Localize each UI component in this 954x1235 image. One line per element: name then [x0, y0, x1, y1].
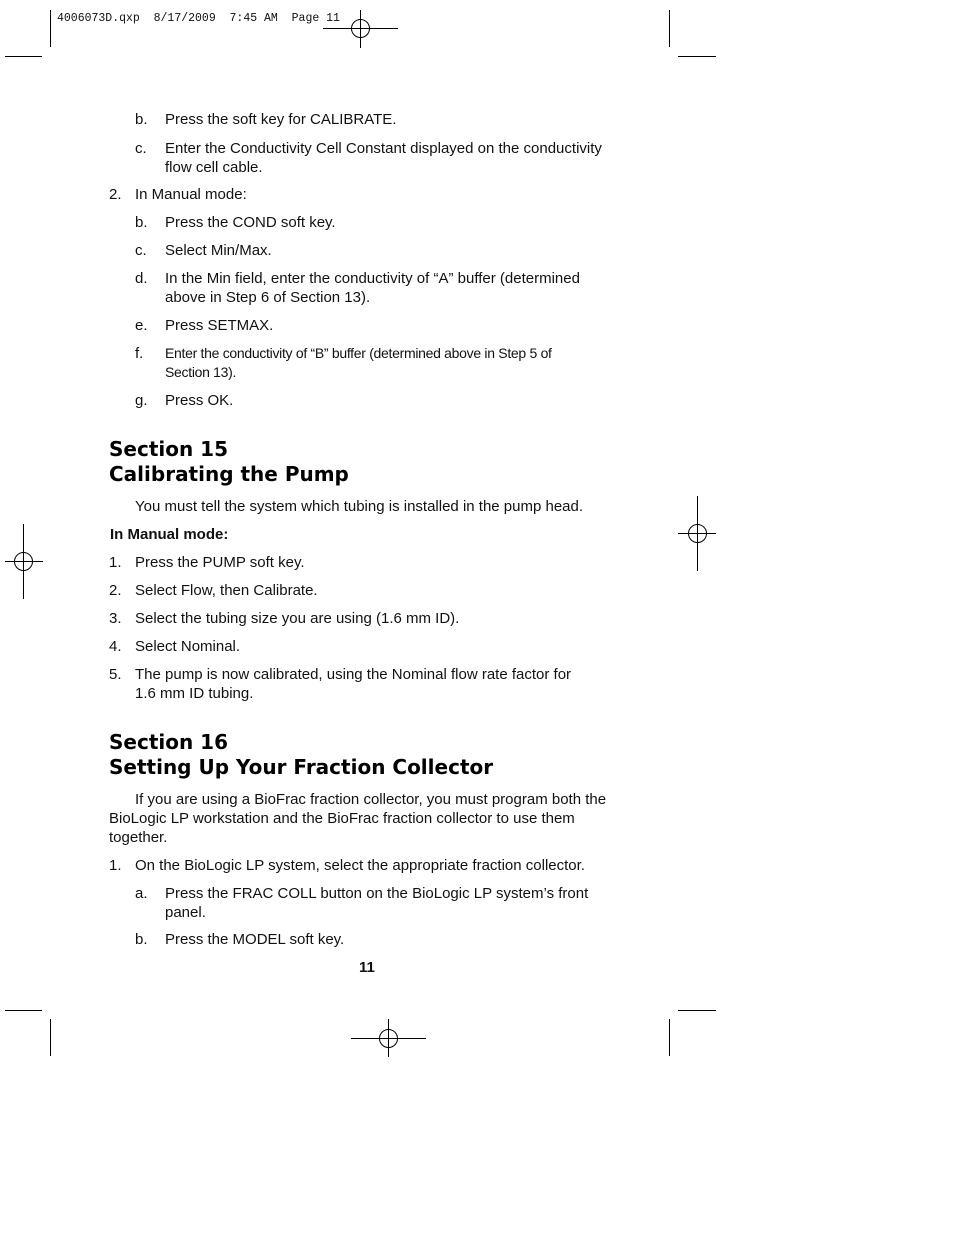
- list-item-text: Select Min/Max.: [165, 242, 272, 259]
- step-label: 4.: [109, 638, 122, 655]
- list-item-text: Press the MODEL soft key.: [165, 931, 345, 948]
- list-item-text: Press the COND soft key.: [165, 214, 336, 231]
- step-text: On the BioLogic LP system, select the appropriate fraction collector.: [135, 857, 585, 874]
- list-item-label: d.: [135, 270, 148, 287]
- list-item-label: b.: [135, 214, 148, 231]
- section-title: Setting Up Your Fraction Collector: [109, 755, 494, 779]
- list-item-text: Press OK.: [165, 392, 234, 409]
- list-item-label: b.: [135, 111, 148, 128]
- step-label: 1.: [109, 554, 122, 571]
- list-item-label: a.: [135, 885, 148, 902]
- step-label: 2.: [109, 582, 122, 599]
- step-text: Select Flow, then Calibrate.: [135, 582, 318, 599]
- step-text: Select Nominal.: [135, 638, 241, 655]
- list-item-label: c.: [135, 242, 147, 259]
- list-item-text: In the Min field, enter the conductivity of “A” buffer (determined above in Step 6 of Section 13).: [165, 270, 580, 306]
- section-intro: You must tell the system which tubing is installed in the pump head.: [135, 498, 584, 515]
- step-label: 1.: [109, 857, 122, 874]
- step-label: 5.: [109, 666, 122, 683]
- section-intro: If you are using a BioFrac fraction collector, you must program both the BioLogic LP workstation and the BioFrac fraction collector to use them together.: [109, 791, 607, 846]
- section-title: Calibrating the Pump: [109, 462, 349, 486]
- section-number: Section 16: [109, 730, 229, 754]
- list-item-text: Press SETMAX.: [165, 317, 274, 334]
- list-item-label: f.: [135, 345, 144, 362]
- page-number: 11: [359, 959, 375, 976]
- list-item-text: Press the FRAC COLL button on the BioLogic LP system’s front panel.: [165, 885, 589, 921]
- step-label: 3.: [109, 610, 122, 627]
- step-text: In Manual mode:: [135, 186, 247, 203]
- step-text: Select the tubing size you are using (1.6 mm ID).: [135, 610, 460, 627]
- step-text: Press the PUMP soft key.: [135, 554, 305, 571]
- list-item-text: Press the soft key for CALIBRATE.: [165, 111, 397, 128]
- list-item-label: e.: [135, 317, 148, 334]
- list-item-label: c.: [135, 140, 147, 157]
- list-item-text: Enter the conductivity of “B” buffer (determined above in Step 5 of Section 13).: [165, 345, 552, 380]
- list-item-label: b.: [135, 931, 148, 948]
- list-item-label: g.: [135, 392, 148, 409]
- list-item-text: Enter the Conductivity Cell Constant displayed on the conductivity flow cell cable.: [165, 140, 602, 176]
- subheading: In Manual mode:: [110, 526, 229, 543]
- step-label: 2.: [109, 186, 122, 203]
- section-number: Section 15: [109, 437, 229, 461]
- step-text: The pump is now calibrated, using the Nominal flow rate factor for 1.6 mm ID tubing.: [135, 666, 572, 702]
- print-slug: 4006073D.qxp 8/17/2009 7:45 AM Page 11: [57, 12, 340, 25]
